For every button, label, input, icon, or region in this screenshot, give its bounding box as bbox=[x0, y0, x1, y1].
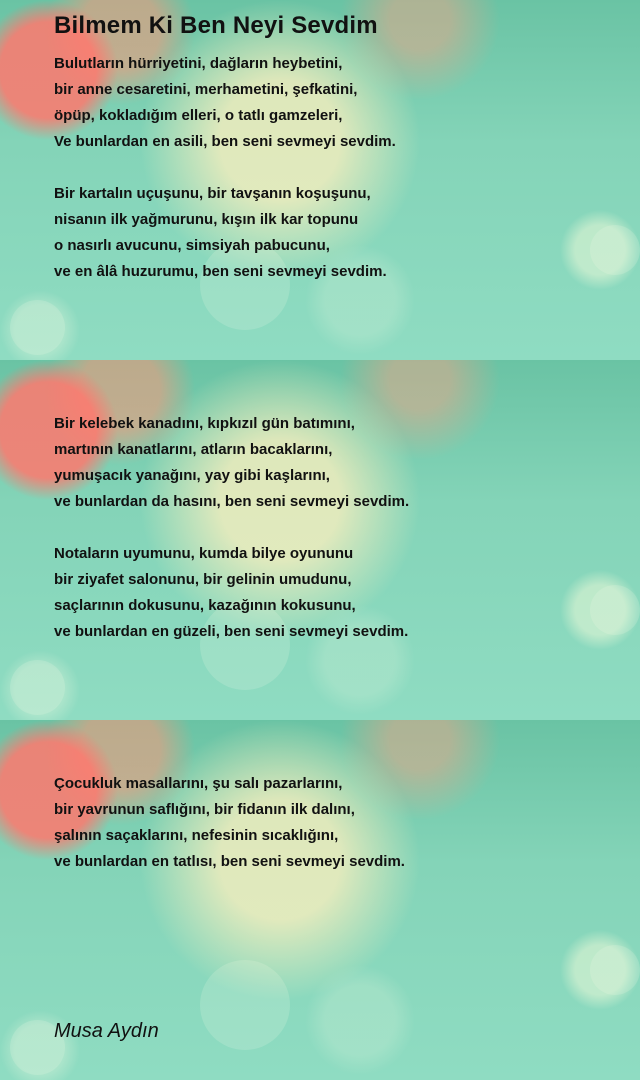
poem-line: nisanın ilk yağmurunu, kışın ilk kar topunu bbox=[54, 211, 359, 228]
stanza-group-1 bbox=[54, 51, 396, 285]
poem-line: Çocukluk masallarını, şu salı pazarlarını, bbox=[54, 775, 343, 792]
poem-title: Bilmem Ki Ben Neyi Sevdim bbox=[54, 12, 378, 39]
stanza-gap bbox=[54, 155, 396, 181]
poem-line: ve en âlâ huzurumu, ben seni sevmeyi sevdim. bbox=[54, 263, 387, 280]
poem-line: martının kanatlarını, atların bacaklarını, bbox=[54, 441, 333, 458]
poem-line: bir anne cesaretini, merhametini, şefkatini, bbox=[54, 81, 358, 98]
poem-line: ve bunlardan en güzeli, ben seni sevmeyi sevdim. bbox=[54, 623, 409, 640]
poem-line: saçlarının dokusunu, kazağının kokusunu, bbox=[54, 597, 356, 614]
poem-line: şalının saçaklarını, nefesinin sıcaklığını, bbox=[54, 827, 339, 844]
poem-line: ve bunlardan da hasını, ben seni sevmeyi sevdim. bbox=[54, 493, 410, 510]
poem-line: Ve bunlardan en asili, ben seni sevmeyi sevdim. bbox=[54, 133, 396, 150]
poem-author: Musa Aydın bbox=[54, 1020, 159, 1042]
poem-line: o nasırlı avucunu, simsiyah pabucunu, bbox=[54, 237, 330, 254]
poem-panel-2 bbox=[0, 360, 640, 720]
stanza-gap bbox=[54, 515, 409, 541]
poem-line: Bir kelebek kanadını, kıpkızıl gün batımını, bbox=[54, 415, 355, 432]
poem-line: öpüp, kokladığım elleri, o tatlı gamzeleri, bbox=[54, 107, 343, 124]
poem-line: Bulutların hürriyetini, dağların heybetini, bbox=[54, 55, 343, 72]
poem-line: ve bunlardan en tatlısı, ben seni sevmeyi sevdim. bbox=[54, 853, 405, 870]
poem-line: Notaların uyumunu, kumda bilye oyununu bbox=[54, 545, 354, 562]
stanza-group-3 bbox=[54, 771, 405, 875]
poem-line: bir yavrunun saflığını, bir fidanın ilk dalını, bbox=[54, 801, 355, 818]
poem-line: bir ziyafet salonunu, bir gelinin umudunu, bbox=[54, 571, 352, 588]
stanza-group-2 bbox=[54, 411, 409, 645]
poem-line: Bir kartalın uçuşunu, bir tavşanın koşuşunu, bbox=[54, 185, 371, 202]
poem-line: yumuşacık yanağını, yay gibi kaşlarını, bbox=[54, 467, 330, 484]
poem-panel-3 bbox=[0, 720, 640, 1080]
poem-panel-1 bbox=[0, 0, 640, 360]
